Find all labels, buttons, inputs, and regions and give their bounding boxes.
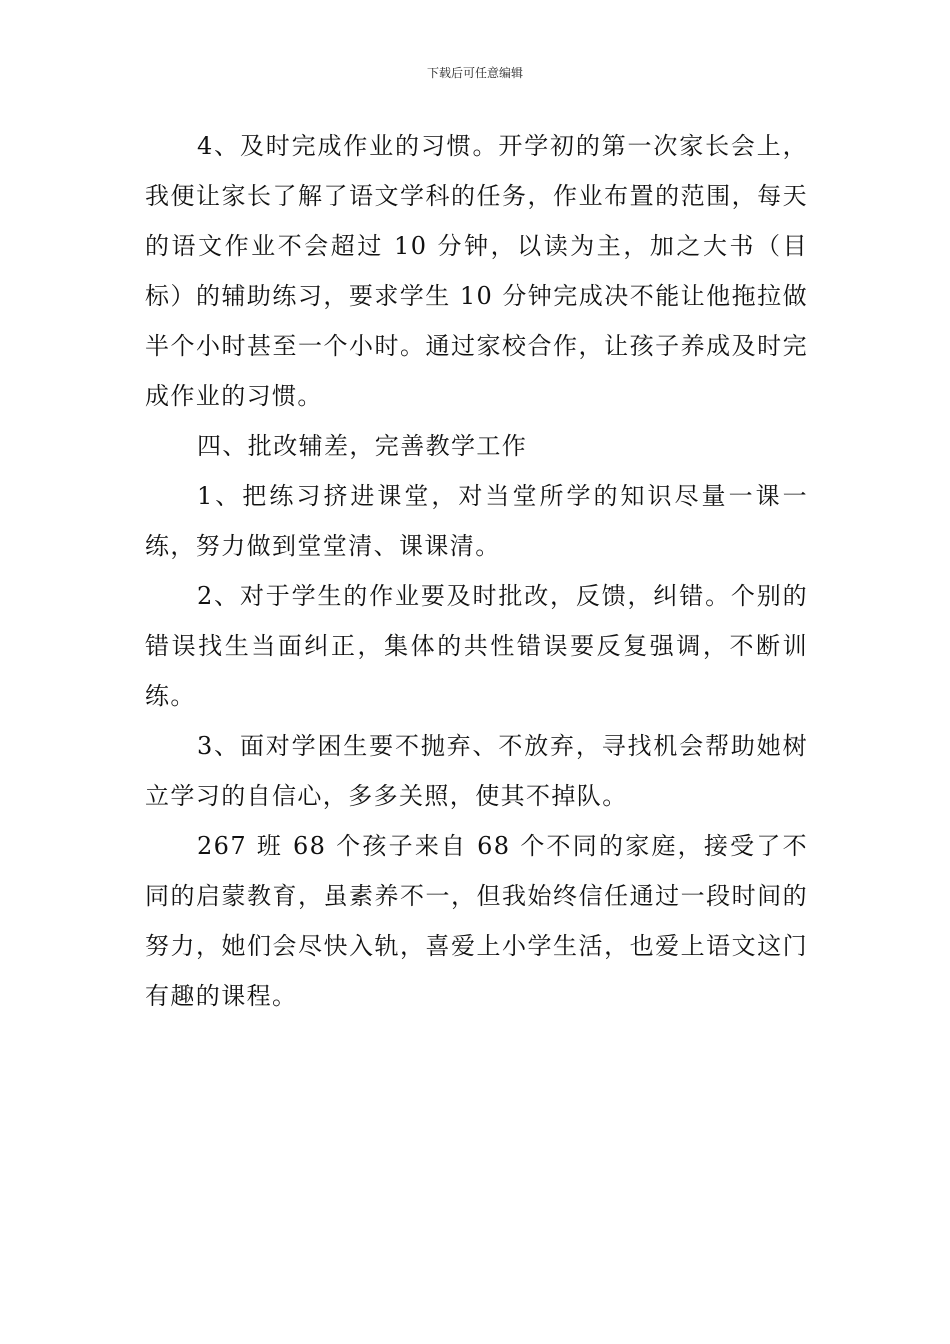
paragraph-classroom-practice: 1、把练习挤进课堂，对当堂所学的知识尽量一课一练，努力做到堂堂清、课课清。 <box>145 482 808 560</box>
document-body <box>145 121 808 1021</box>
paragraph-struggling-students: 3、面对学困生要不抛弃、不放弃，寻找机会帮助她树立学习的自信心，多多关照，使其不掉队。 <box>145 732 808 810</box>
paragraph-homework-habit: 4、及时完成作业的习惯。开学初的第一次家长会上，我便让家长了解了语文学科的任务，作业布置的范围，每天的语文作业不会超过 10 分钟，以读为主，加之大书（目标）的辅助练习，要求学生 10 分钟完成决不能让他拖拉做半个小时甚至一个小时。通过家校合作，让孩子养成及时完成作业的习惯。 <box>145 132 808 410</box>
paragraph-timely-grading: 2、对于学生的作业要及时批改，反馈，纠错。个别的错误找生当面纠正，集体的共性错误要反复强调，不断训练。 <box>145 582 808 710</box>
section-heading-grading: 四、批改辅差，完善教学工作 <box>197 432 528 460</box>
paragraph-class-summary: 267 班 68 个孩子来自 68 个不同的家庭，接受了不同的启蒙教育，虽素养不一，但我始终信任通过一段时间的努力，她们会尽快入轨，喜爱上小学生活，也爱上语文这门有趣的课程。 <box>145 832 808 1010</box>
page-header-note: 下载后可任意编辑 <box>426 66 523 80</box>
